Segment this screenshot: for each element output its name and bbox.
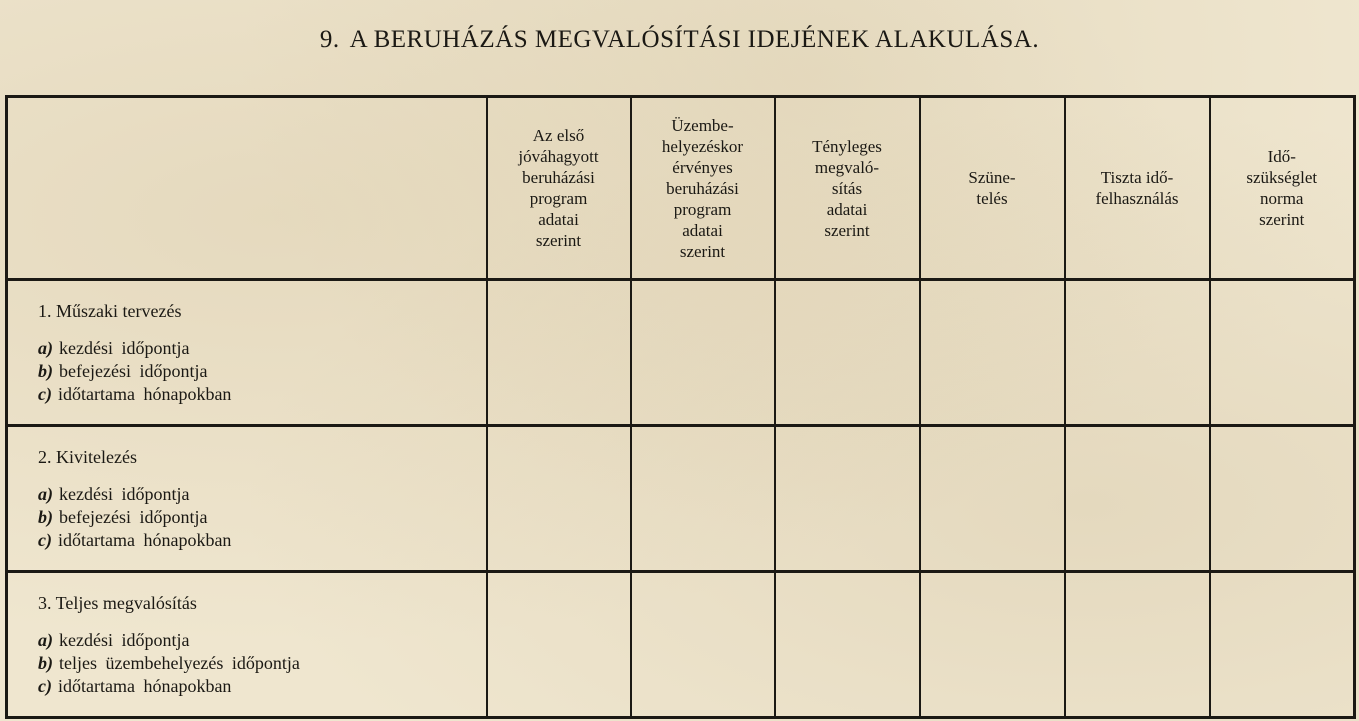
title-text: A BERUHÁZÁS MEGVALÓSÍTÁSI IDEJÉNEK ALAKULÁSA.	[349, 26, 1040, 53]
blank-cell[interactable]	[1210, 280, 1355, 426]
section-title: 1. Műszaki tervezés	[38, 300, 182, 321]
title-number: 9.	[319, 26, 340, 53]
blank-cell[interactable]	[631, 280, 775, 426]
col-header-norm: Idő- szükséglet norma szerint	[1210, 97, 1355, 280]
list-item: a) kezdési időpontja	[38, 483, 190, 504]
section-label	[7, 426, 487, 572]
col-header-net-time: Tiszta idő- felhasználás	[1065, 97, 1210, 280]
col-header-commissioning: Üzembe- helyezéskor érvényes beruházási program adatai szerint	[631, 97, 775, 280]
blank-cell[interactable]	[631, 426, 775, 572]
list-item: b) teljes üzembehelyezés időpontja	[38, 652, 300, 673]
page-title	[0, 26, 1359, 54]
list-item: b) befejezési időpontja	[38, 360, 208, 381]
header-row	[7, 97, 1355, 280]
blank-cell[interactable]	[920, 280, 1065, 426]
blank-cell[interactable]	[631, 572, 775, 718]
blank-cell[interactable]	[487, 426, 631, 572]
blank-cell[interactable]	[775, 572, 920, 718]
blank-cell[interactable]	[487, 572, 631, 718]
list-item: a) kezdési időpontja	[38, 629, 190, 650]
col-header-first-approved: Az első jóváhagyott beruházási program adatai szerint	[487, 97, 631, 280]
blank-cell[interactable]	[920, 572, 1065, 718]
col-header-pause: Szüne- telés	[920, 97, 1065, 280]
list-item: c) időtartama hónapokban	[38, 675, 232, 696]
col-header-actual: Tényleges megvaló- sítás adatai szerint	[775, 97, 920, 280]
section-row-technical-design	[7, 280, 1355, 426]
blank-cell[interactable]	[1065, 280, 1210, 426]
blank-cell[interactable]	[1065, 572, 1210, 718]
section-row-construction	[7, 426, 1355, 572]
list-item: b) befejezési időpontja	[38, 506, 208, 527]
blank-cell[interactable]	[1065, 426, 1210, 572]
list-item: a) kezdési időpontja	[38, 337, 190, 358]
section-title: 2. Kivitelezés	[38, 446, 137, 467]
header-corner-cell	[7, 97, 487, 280]
blank-cell[interactable]	[775, 280, 920, 426]
list-item: c) időtartama hónapokban	[38, 383, 232, 404]
list-item: c) időtartama hónapokban	[38, 529, 232, 550]
blank-cell[interactable]	[920, 426, 1065, 572]
section-label	[7, 280, 487, 426]
section-label	[7, 572, 487, 718]
blank-cell[interactable]	[1210, 572, 1355, 718]
section-row-full-realization	[7, 572, 1355, 718]
section-title: 3. Teljes megvalósítás	[38, 592, 197, 613]
blank-cell[interactable]	[487, 280, 631, 426]
form-table	[5, 95, 1356, 719]
blank-cell[interactable]	[1210, 426, 1355, 572]
blank-cell[interactable]	[775, 426, 920, 572]
